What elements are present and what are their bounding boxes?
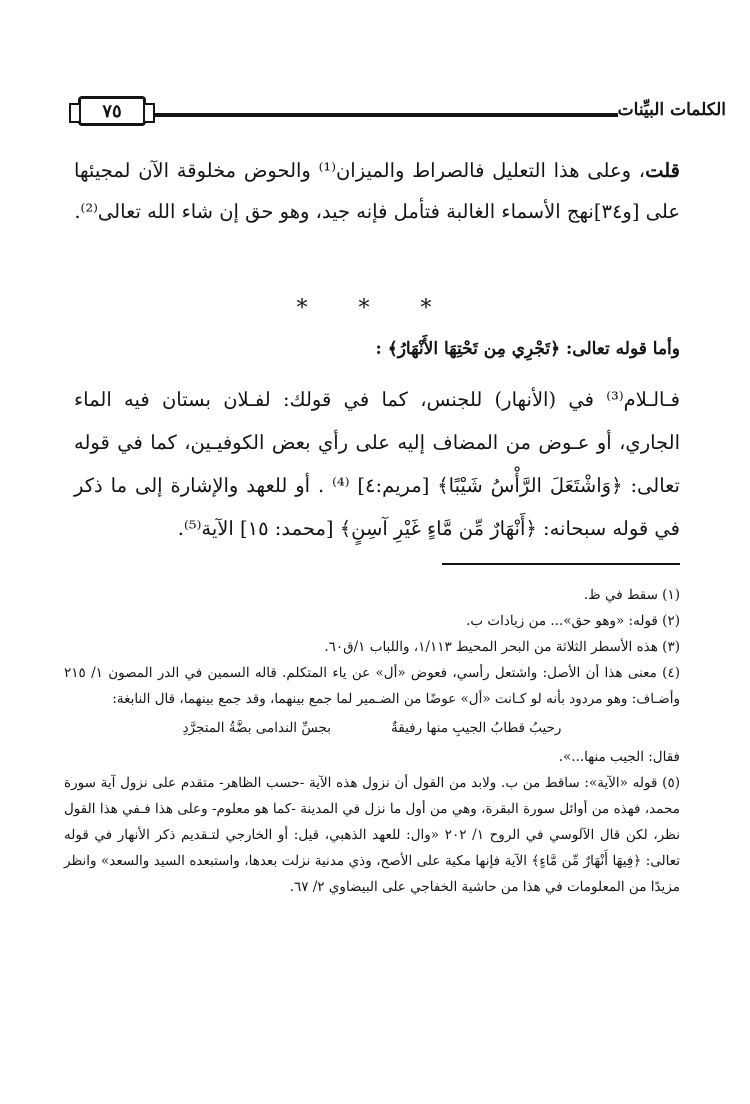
paragraph-2-text: فـالـلام⁽³⁾ في (الأنهار) للجنس، كما في قولك: لفـلان بستان فيه الماء الجاري، أو عـوض من المضاف إليه على رأي بعض الكوفيـين، كما في قوله تعالى: ﴿وَاشْتَعَلَ الرَّأْسُ شَيْبًا﴾ [مريم:٤] ⁽⁴⁾ . أو للعهد والإشارة إلى ما ذكر في قوله سبحانه: ﴿أَنْهَارٌ مِّن مَّاءٍ غَيْرِ آسِنٍ﴾ [محمد: ١٥] الآية⁽⁵⁾.	[74, 388, 680, 540]
paragraph-1	[74, 150, 680, 232]
header-rule	[152, 113, 618, 117]
paragraph-1-text	[74, 150, 680, 232]
page-number-badge	[78, 96, 146, 126]
poem-verse	[64, 714, 680, 742]
footnote-1: (١) سقط في ظ.	[583, 587, 680, 603]
section-heading: وأما قوله تعالى: ﴿تَجْرِي مِن تَحْتِهَا الأَنْهَارُ﴾ :	[375, 339, 680, 359]
poem-hemistich-left: بجسِّ الندامى بضَّةُ المتجرَّدِ	[182, 720, 332, 736]
paragraph-2	[74, 378, 680, 550]
footnote-4-continued: فقال: الجيب منها...».	[558, 749, 680, 765]
paragraph-1-body: ، وعلى هذا التعليل فالصراط والميزان⁽¹⁾ والحوض مخلوقة الآن لمجيئها على [و٣٤]نهج الأسماء الغالبة فتأمل فإنه جيد، وهو حق إن شاء الله تعالى⁽²⁾.	[74, 159, 680, 223]
poem-hemistich-right: رحيبُ قطابُ الجيبِ منها رفيقةٌ	[391, 720, 562, 736]
footnote-2: (٢) قوله: «وهو حق»... من زيادات ب.	[466, 613, 680, 629]
running-title: الكلمات البيِّنات	[617, 100, 726, 120]
footnote-3: (٣) هذه الأسطر الثلاثة من البحر المحيط ١/١١٣، واللباب ١/ق٦٠.	[324, 639, 680, 655]
section-separator-stars: * * *	[296, 296, 454, 321]
footnote-5: (٥) قوله «الآية»: ساقط من ب. ولابد من القول أن نزول هذه الآية -حسب الظاهر- متقدم على نزول آية سورة محمد، فهذه من أوائل سورة البقرة، وهي من أول ما نزل في المدينة -كما هو معلوم- وعلى هذا فـفي هذا القول نظر، لكن قال الآلوسي في الروح ١/ ٢٠٢ «وال: للعهد الذهبي، قيل: أو الخارجي لتـقديم ذكر الأنهار في قوله تعالى: ﴿فِيهَا أَنْهَارٌ مِّن مَّاءٍ﴾ الآية فإنها مكية على الأصح، وذي مدنية نزلت بعدها، واستبعده السيد والسعد» وانظر مزيدًا من المعلومات في هذا من حاشية الخفاجي على البيضاوي ٢/ ٦٧.	[64, 775, 681, 895]
page-number: ٧٥	[102, 100, 122, 122]
footnotes	[64, 582, 680, 900]
page-header	[72, 96, 730, 132]
footnote-4: (٤) معنى هذا أن الأصل: واشتعل رأسي، فعوض «أل» عن ياء المتكلم. قاله السمين في الدر المصون ١/ ٢١٥ وأضـاف: وهو مردود بأنه لو كـانت «أل» عوضًا من الضـمير لما جمع بينهما، وقد جمع بينهما، قال النابغة:	[64, 665, 680, 707]
footnote-separator	[442, 563, 680, 565]
paragraph-1-lead: قلت	[645, 159, 680, 182]
